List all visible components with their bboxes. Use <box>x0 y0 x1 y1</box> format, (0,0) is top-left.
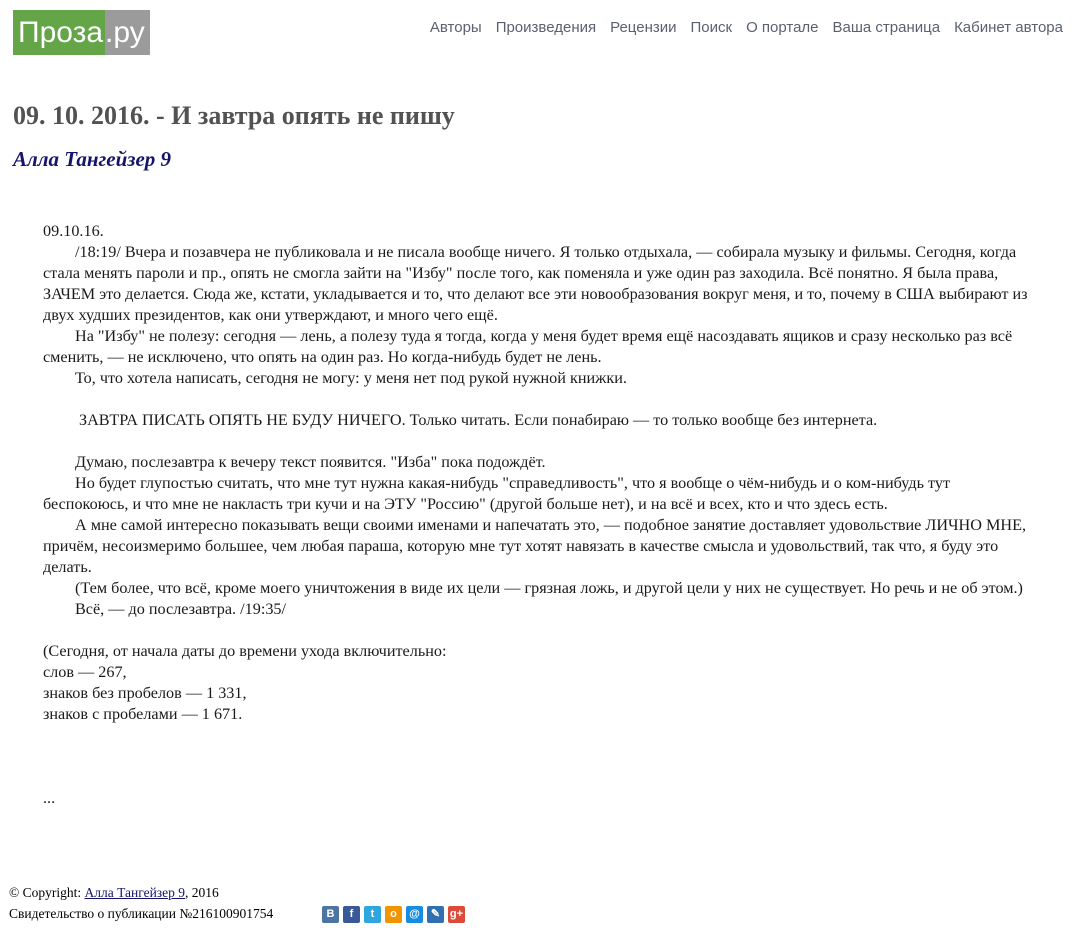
paragraph: Всё, — до послезавтра. /19:35/ <box>75 600 287 618</box>
paragraph: Думаю, послезавтра к вечеру текст появится. "Изба" пока подождёт. <box>75 453 546 471</box>
top-nav <box>416 19 1063 36</box>
nav-author-cabinet[interactable]: Кабинет автора <box>954 19 1063 36</box>
nav-your-page[interactable]: Ваша страница <box>832 19 941 36</box>
article-body <box>43 221 1033 809</box>
certificate-line: Свидетельство о публикации №216100901754 <box>9 906 274 921</box>
paragraph: То, что хотела написать, сегодня не могу: у меня нет под рукой нужной книжки. <box>75 369 627 387</box>
paragraph: ЗАВТРА ПИСАТЬ ОПЯТЬ НЕ БУДУ НИЧЕГО. Только читать. Если понабираю — то только вообще без интернета. <box>79 411 878 429</box>
stats-line: (Сегодня, от начала даты до времени ухода включительно: <box>43 642 447 660</box>
livejournal-icon[interactable]: ✎ <box>427 906 444 923</box>
copyright-line <box>9 882 273 903</box>
twitter-icon[interactable]: t <box>364 906 381 923</box>
vk-icon[interactable]: В <box>322 906 339 923</box>
site-logo[interactable] <box>13 10 150 55</box>
nav-works[interactable]: Произведения <box>495 19 597 36</box>
paragraph: (Тем более, что всё, кроме моего уничтожения в виде их цели — грязная ложь, и другой цели у них не существует. Но речь и не об этом.) <box>75 579 1023 597</box>
nav-search[interactable]: Поиск <box>690 19 733 36</box>
copyright-year: , 2016 <box>185 885 219 900</box>
share-buttons <box>322 906 465 923</box>
paragraph: На "Избу" не полезу: сегодня — лень, а полезу туда я тогда, когда у меня будет время ещё насоздавать ящиков и сразу несколько раз всё сменить, — не исключено, что опять на один раз. Но когда-нибудь будет не лень. <box>43 327 1013 366</box>
date-line: 09.10.16. <box>43 222 104 240</box>
author-link[interactable]: Алла Тангейзер 9 <box>13 147 172 171</box>
footer <box>9 882 273 924</box>
logo-main: Проза <box>13 10 105 55</box>
paragraph: Но будет глупостью считать, что мне тут нужна какая-нибудь "справедливость", что я вообще о чём-нибудь и о ком-нибудь тут беспокоюсь, и что мне не накласть три кучи и на ЭТУ "Россию" (другой больше нет), и на всё и всех, кто и что здесь есть. <box>43 474 951 513</box>
paragraph: /18:19/ Вчера и позавчера не публиковала и не писала вообще ничего. Я только отдыхала, — собирала музыку и фильмы. Сегодня, когда стала менять пароли и пр., опять не смогла зайти на "Избу" после того, как поменяла и уже один раз заходила. Всё понятно. Я была права, ЗАЧЕМ это делается. Сюда же, кстати, укладывается и то, что делают все эти новообразования вокруг меня, и то, почему в США выбирают из двух худших президентов, как они утверждают, и много чего ещё. <box>43 243 1028 324</box>
stats-line: слов — 267, <box>43 663 127 681</box>
mail-icon[interactable]: @ <box>406 906 423 923</box>
facebook-icon[interactable]: f <box>343 906 360 923</box>
site-header <box>0 0 1072 60</box>
copyright-author-link[interactable]: Алла Тангейзер 9 <box>84 885 186 900</box>
copyright-prefix: © Copyright: <box>9 885 85 900</box>
odnoklassniki-icon[interactable]: o <box>385 906 402 923</box>
nav-authors[interactable]: Авторы <box>429 19 482 36</box>
google-plus-icon[interactable]: g+ <box>448 906 465 923</box>
paragraph: А мне самой интересно показывать вещи своими именами и напечатать это, — подобное занятие доставляет удовольствие ЛИЧНО МНЕ, причём, несоизмеримо большее, чем любая параша, которую мне тут хотят навязать в качестве смысла и удовольствий, так что, я буду это делать. <box>43 516 1027 576</box>
stats-line: знаков с пробелами — 1 671. <box>43 705 243 723</box>
page-title: 09. 10. 2016. - И завтра опять не пишу <box>13 101 455 130</box>
nav-about[interactable]: О портале <box>746 19 819 36</box>
nav-reviews[interactable]: Рецензии <box>610 19 677 36</box>
stats-line: знаков без пробелов — 1 331, <box>43 684 247 702</box>
logo-suffix: .ру <box>105 10 150 55</box>
ellipsis: ... <box>43 789 56 807</box>
